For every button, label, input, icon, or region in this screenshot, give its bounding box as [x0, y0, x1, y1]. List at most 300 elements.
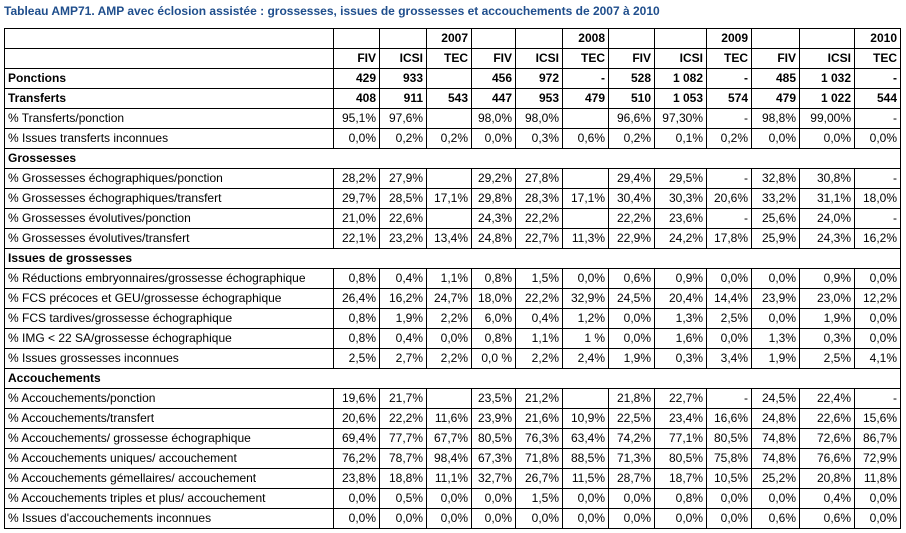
row-label: % Accouchements/transfert [5, 409, 334, 429]
year-spacer [472, 29, 516, 49]
value-cell: 22,2% [609, 209, 655, 229]
table-row [5, 509, 901, 529]
value-cell: 1,5% [516, 269, 563, 289]
value-cell: 0,0% [855, 489, 901, 509]
value-cell: 23,9% [472, 409, 516, 429]
value-cell: 22,2% [516, 289, 563, 309]
method-fiv: FIV [609, 49, 655, 69]
value-cell: 0,0% [752, 489, 800, 509]
value-cell: 0,3% [800, 329, 855, 349]
method-fiv: FIV [472, 49, 516, 69]
year-header-row [5, 29, 901, 49]
value-cell: 18,0% [472, 289, 516, 309]
value-cell: 0,0% [427, 329, 472, 349]
value-cell: 27,9% [380, 169, 427, 189]
value-cell: 1,5% [516, 489, 563, 509]
value-cell: 11,3% [563, 229, 609, 249]
value-cell: 0,0% [334, 489, 380, 509]
value-cell: 2,2% [427, 309, 472, 329]
row-label: % Grossesses échographiques/transfert [5, 189, 334, 209]
value-cell: 98,8% [752, 109, 800, 129]
value-cell: 74,2% [609, 429, 655, 449]
value-cell: - [707, 169, 752, 189]
method-icsi: ICSI [380, 49, 427, 69]
value-cell [427, 209, 472, 229]
value-cell: 0,4% [380, 269, 427, 289]
row-label: % Transferts/ponction [5, 109, 334, 129]
method-fiv: FIV [334, 49, 380, 69]
value-cell: 0,0% [472, 509, 516, 529]
value-cell: 32,7% [472, 469, 516, 489]
year-spacer [800, 29, 855, 49]
value-cell: 1,3% [655, 309, 707, 329]
value-cell: 0,0% [427, 509, 472, 529]
section-label: Grossesses [5, 149, 334, 169]
value-cell: 2,5% [800, 349, 855, 369]
value-cell: 0,0% [707, 489, 752, 509]
value-cell [427, 69, 472, 89]
value-cell: 13,4% [427, 229, 472, 249]
value-cell: 0,2% [380, 129, 427, 149]
table-row [5, 309, 901, 329]
row-label: % Accouchements triples et plus/ accouchement [5, 489, 334, 509]
value-cell: 24,5% [752, 389, 800, 409]
value-cell: 0,4% [380, 329, 427, 349]
table-row [5, 289, 901, 309]
value-cell: - [855, 209, 901, 229]
value-cell: 30,8% [800, 169, 855, 189]
value-cell: 0,0% [752, 269, 800, 289]
amp-data-table [4, 28, 901, 529]
year-spacer [380, 29, 427, 49]
method-tec: TEC [855, 49, 901, 69]
row-label: Transferts [5, 89, 334, 109]
value-cell: 0,0% [707, 509, 752, 529]
value-cell: 74,8% [752, 449, 800, 469]
row-label: Ponctions [5, 69, 334, 89]
value-cell: 11,5% [563, 469, 609, 489]
value-cell: 1 % [563, 329, 609, 349]
table-row [5, 89, 901, 109]
value-cell: 25,2% [752, 469, 800, 489]
value-cell: 1 032 [800, 69, 855, 89]
value-cell: 11,6% [427, 409, 472, 429]
value-cell: 0,0% [609, 329, 655, 349]
value-cell: - [855, 69, 901, 89]
value-cell: 17,8% [707, 229, 752, 249]
value-cell: 16,2% [380, 289, 427, 309]
method-tec: TEC [563, 49, 609, 69]
year-spacer [516, 29, 563, 49]
value-cell: 98,4% [427, 449, 472, 469]
value-cell: 11,1% [427, 469, 472, 489]
value-cell: 24,3% [800, 229, 855, 249]
value-cell: 0,0% [609, 509, 655, 529]
value-cell: 86,7% [855, 429, 901, 449]
value-cell: 0,6% [752, 509, 800, 529]
value-cell: 32,9% [563, 289, 609, 309]
value-cell: 911 [380, 89, 427, 109]
value-cell: 25,6% [752, 209, 800, 229]
value-cell: 2,5% [707, 309, 752, 329]
value-cell: 0,0% [472, 129, 516, 149]
value-cell: 24,3% [472, 209, 516, 229]
value-cell: 1 022 [800, 89, 855, 109]
value-cell: 76,2% [334, 449, 380, 469]
value-cell: 1,9% [380, 309, 427, 329]
value-cell: 0,0% [752, 129, 800, 149]
value-cell: 71,8% [516, 449, 563, 469]
value-cell: 0,0% [380, 509, 427, 529]
value-cell: 31,1% [800, 189, 855, 209]
value-cell: 0,0% [563, 269, 609, 289]
value-cell: 0,0% [427, 489, 472, 509]
value-cell: 78,7% [380, 449, 427, 469]
value-cell: 69,4% [334, 429, 380, 449]
value-cell: 80,5% [707, 429, 752, 449]
row-label: % Accouchements uniques/ accouchement [5, 449, 334, 469]
value-cell: 30,4% [609, 189, 655, 209]
year-2008: 2008 [563, 29, 609, 49]
value-cell: 22,6% [800, 409, 855, 429]
value-cell: 28,2% [334, 169, 380, 189]
value-cell: - [707, 109, 752, 129]
value-cell: 24,5% [609, 289, 655, 309]
value-cell: 28,5% [380, 189, 427, 209]
year-2007: 2007 [427, 29, 472, 49]
table-row [5, 169, 901, 189]
value-cell: 1 082 [655, 69, 707, 89]
value-cell: 2,2% [516, 349, 563, 369]
section-fill [334, 369, 901, 389]
value-cell: 80,5% [472, 429, 516, 449]
value-cell: 96,6% [609, 109, 655, 129]
section-fill [334, 149, 901, 169]
value-cell: 408 [334, 89, 380, 109]
row-label: % Accouchements gémellaires/ accouchement [5, 469, 334, 489]
value-cell: 0,0% [707, 269, 752, 289]
value-cell: 28,3% [516, 189, 563, 209]
value-cell: 28,7% [609, 469, 655, 489]
value-cell: 75,8% [707, 449, 752, 469]
value-cell: 953 [516, 89, 563, 109]
header-corner [5, 49, 334, 69]
value-cell: 24,8% [472, 229, 516, 249]
value-cell: 0,0% [609, 309, 655, 329]
value-cell: 25,9% [752, 229, 800, 249]
value-cell: 447 [472, 89, 516, 109]
value-cell: 19,6% [334, 389, 380, 409]
value-cell: 574 [707, 89, 752, 109]
value-cell: 1,1% [427, 269, 472, 289]
year-spacer [609, 29, 655, 49]
value-cell: 0,4% [516, 309, 563, 329]
table-row [5, 109, 901, 129]
value-cell: 1,3% [752, 329, 800, 349]
value-cell: 3,4% [707, 349, 752, 369]
value-cell: 10,5% [707, 469, 752, 489]
table-body [5, 29, 901, 529]
value-cell: 95,1% [334, 109, 380, 129]
value-cell: 72,9% [855, 449, 901, 469]
value-cell: 21,2% [516, 389, 563, 409]
value-cell: 0,3% [516, 129, 563, 149]
value-cell: 29,5% [655, 169, 707, 189]
value-cell: 22,9% [609, 229, 655, 249]
value-cell: 0,2% [427, 129, 472, 149]
value-cell: 17,1% [427, 189, 472, 209]
value-cell: 22,1% [334, 229, 380, 249]
value-cell: 0,0% [334, 509, 380, 529]
row-label: % Grossesses échographiques/ponction [5, 169, 334, 189]
year-spacer [334, 29, 380, 49]
year-spacer [752, 29, 800, 49]
value-cell: 24,2% [655, 229, 707, 249]
value-cell: 23,0% [800, 289, 855, 309]
table-row [5, 389, 901, 409]
value-cell: 21,7% [380, 389, 427, 409]
value-cell: 1 053 [655, 89, 707, 109]
value-cell: 1,6% [655, 329, 707, 349]
value-cell: 2,2% [427, 349, 472, 369]
year-spacer [655, 29, 707, 49]
value-cell: 0,0% [655, 509, 707, 529]
header-corner [5, 29, 334, 49]
table-row [5, 449, 901, 469]
value-cell: 0,0% [752, 309, 800, 329]
method-header-row [5, 49, 901, 69]
value-cell: 485 [752, 69, 800, 89]
value-cell: 0,1% [655, 129, 707, 149]
value-cell: 22,2% [516, 209, 563, 229]
value-cell: 0,0% [472, 489, 516, 509]
value-cell: 97,30% [655, 109, 707, 129]
value-cell: 29,7% [334, 189, 380, 209]
value-cell: 0,0 % [472, 349, 516, 369]
method-icsi: ICSI [655, 49, 707, 69]
value-cell: 23,2% [380, 229, 427, 249]
table-row [5, 329, 901, 349]
value-cell: - [707, 209, 752, 229]
value-cell: 543 [427, 89, 472, 109]
value-cell: 479 [563, 89, 609, 109]
section-header-row [5, 249, 901, 269]
value-cell: 71,3% [609, 449, 655, 469]
row-label: % Issues grossesses inconnues [5, 349, 334, 369]
method-fiv: FIV [752, 49, 800, 69]
value-cell: 0,3% [655, 349, 707, 369]
value-cell: 72,6% [800, 429, 855, 449]
value-cell: 0,9% [655, 269, 707, 289]
value-cell: 429 [334, 69, 380, 89]
value-cell: 0,0% [855, 129, 901, 149]
value-cell: 33,2% [752, 189, 800, 209]
value-cell: 22,2% [380, 409, 427, 429]
section-label: Issues de grossesses [5, 249, 334, 269]
value-cell: 1,9% [752, 349, 800, 369]
value-cell: 23,8% [334, 469, 380, 489]
value-cell: - [855, 109, 901, 129]
value-cell: 0,2% [707, 129, 752, 149]
value-cell: 0,8% [472, 269, 516, 289]
value-cell: 479 [752, 89, 800, 109]
value-cell: 24,7% [427, 289, 472, 309]
value-cell: 24,0% [800, 209, 855, 229]
value-cell: 0,6% [609, 269, 655, 289]
table-row [5, 129, 901, 149]
value-cell: 0,0% [707, 329, 752, 349]
method-icsi: ICSI [800, 49, 855, 69]
value-cell: 0,0% [334, 129, 380, 149]
value-cell: - [855, 389, 901, 409]
value-cell: 24,8% [752, 409, 800, 429]
section-header-row [5, 369, 901, 389]
value-cell: 2,4% [563, 349, 609, 369]
value-cell: 88,5% [563, 449, 609, 469]
value-cell: 0,5% [380, 489, 427, 509]
value-cell: 20,8% [800, 469, 855, 489]
value-cell: 16,2% [855, 229, 901, 249]
value-cell [427, 389, 472, 409]
value-cell: 0,0% [516, 509, 563, 529]
value-cell [427, 169, 472, 189]
value-cell: 0,0% [855, 309, 901, 329]
value-cell: 23,6% [655, 209, 707, 229]
value-cell [427, 109, 472, 129]
section-label: Accouchements [5, 369, 334, 389]
value-cell: 544 [855, 89, 901, 109]
value-cell: 510 [609, 89, 655, 109]
value-cell: 98,0% [516, 109, 563, 129]
value-cell: 18,0% [855, 189, 901, 209]
value-cell: - [707, 389, 752, 409]
value-cell: 456 [472, 69, 516, 89]
value-cell: 0,8% [655, 489, 707, 509]
table-row [5, 489, 901, 509]
value-cell: 21,6% [516, 409, 563, 429]
value-cell: 99,00% [800, 109, 855, 129]
value-cell: 15,6% [855, 409, 901, 429]
row-label: % FCS tardives/grossesse échographique [5, 309, 334, 329]
value-cell: 10,9% [563, 409, 609, 429]
value-cell: 20,6% [707, 189, 752, 209]
value-cell: 20,4% [655, 289, 707, 309]
value-cell [563, 169, 609, 189]
value-cell: 0,8% [334, 329, 380, 349]
value-cell: 23,5% [472, 389, 516, 409]
value-cell: 0,2% [609, 129, 655, 149]
value-cell: 32,8% [752, 169, 800, 189]
table-row [5, 409, 901, 429]
value-cell: 933 [380, 69, 427, 89]
value-cell: 2,7% [380, 349, 427, 369]
value-cell: 0,8% [334, 269, 380, 289]
value-cell: 63,4% [563, 429, 609, 449]
value-cell: 17,1% [563, 189, 609, 209]
value-cell: 22,5% [609, 409, 655, 429]
value-cell: 0,4% [800, 489, 855, 509]
table-row [5, 349, 901, 369]
value-cell: 21,8% [609, 389, 655, 409]
value-cell: 76,3% [516, 429, 563, 449]
value-cell: 97,6% [380, 109, 427, 129]
table-row [5, 469, 901, 489]
row-label: % Grossesses évolutives/ponction [5, 209, 334, 229]
row-label: % IMG < 22 SA/grossesse échographique [5, 329, 334, 349]
row-label: % Réductions embryonnaires/grossesse échographique [5, 269, 334, 289]
value-cell: 30,3% [655, 189, 707, 209]
value-cell: 0,8% [472, 329, 516, 349]
value-cell: - [707, 69, 752, 89]
value-cell: 22,6% [380, 209, 427, 229]
value-cell: 22,7% [655, 389, 707, 409]
method-tec: TEC [707, 49, 752, 69]
value-cell: 77,7% [380, 429, 427, 449]
value-cell: 21,0% [334, 209, 380, 229]
value-cell: 26,4% [334, 289, 380, 309]
value-cell [563, 209, 609, 229]
row-label: % Accouchements/ponction [5, 389, 334, 409]
value-cell: 22,4% [800, 389, 855, 409]
value-cell: 528 [609, 69, 655, 89]
row-label: % Issues transferts inconnues [5, 129, 334, 149]
value-cell: 80,5% [655, 449, 707, 469]
table-row [5, 229, 901, 249]
value-cell: 67,3% [472, 449, 516, 469]
value-cell: 972 [516, 69, 563, 89]
value-cell: 29,2% [472, 169, 516, 189]
value-cell: - [563, 69, 609, 89]
value-cell: 1,1% [516, 329, 563, 349]
value-cell: 67,7% [427, 429, 472, 449]
section-fill [334, 249, 901, 269]
table-title: Tableau AMP71. AMP avec éclosion assistée : grossesses, issues de grossesses et accouchements de 2007 à 2010 [4, 4, 660, 18]
value-cell: 0,6% [563, 129, 609, 149]
row-label: % FCS précoces et GEU/grossesse échographique [5, 289, 334, 309]
row-label: % Accouchements/ grossesse échographique [5, 429, 334, 449]
value-cell [563, 109, 609, 129]
value-cell: 12,2% [855, 289, 901, 309]
row-label: % Issues d'accouchements inconnues [5, 509, 334, 529]
value-cell: 77,1% [655, 429, 707, 449]
value-cell: 18,8% [380, 469, 427, 489]
value-cell: 22,7% [516, 229, 563, 249]
value-cell: - [855, 169, 901, 189]
year-2009: 2009 [707, 29, 752, 49]
value-cell: 0,9% [800, 269, 855, 289]
value-cell: 0,0% [855, 269, 901, 289]
value-cell: 23,9% [752, 289, 800, 309]
section-header-row [5, 149, 901, 169]
value-cell: 0,8% [334, 309, 380, 329]
value-cell: 11,8% [855, 469, 901, 489]
value-cell: 0,0% [563, 489, 609, 509]
value-cell: 23,4% [655, 409, 707, 429]
value-cell: 14,4% [707, 289, 752, 309]
value-cell: 29,8% [472, 189, 516, 209]
value-cell: 4,1% [855, 349, 901, 369]
value-cell: 0,0% [855, 329, 901, 349]
value-cell: 0,6% [800, 509, 855, 529]
value-cell: 0,0% [563, 509, 609, 529]
value-cell: 1,2% [563, 309, 609, 329]
value-cell [563, 389, 609, 409]
value-cell: 27,8% [516, 169, 563, 189]
row-label: % Grossesses évolutives/transfert [5, 229, 334, 249]
value-cell: 1,9% [800, 309, 855, 329]
method-tec: TEC [427, 49, 472, 69]
value-cell: 2,5% [334, 349, 380, 369]
